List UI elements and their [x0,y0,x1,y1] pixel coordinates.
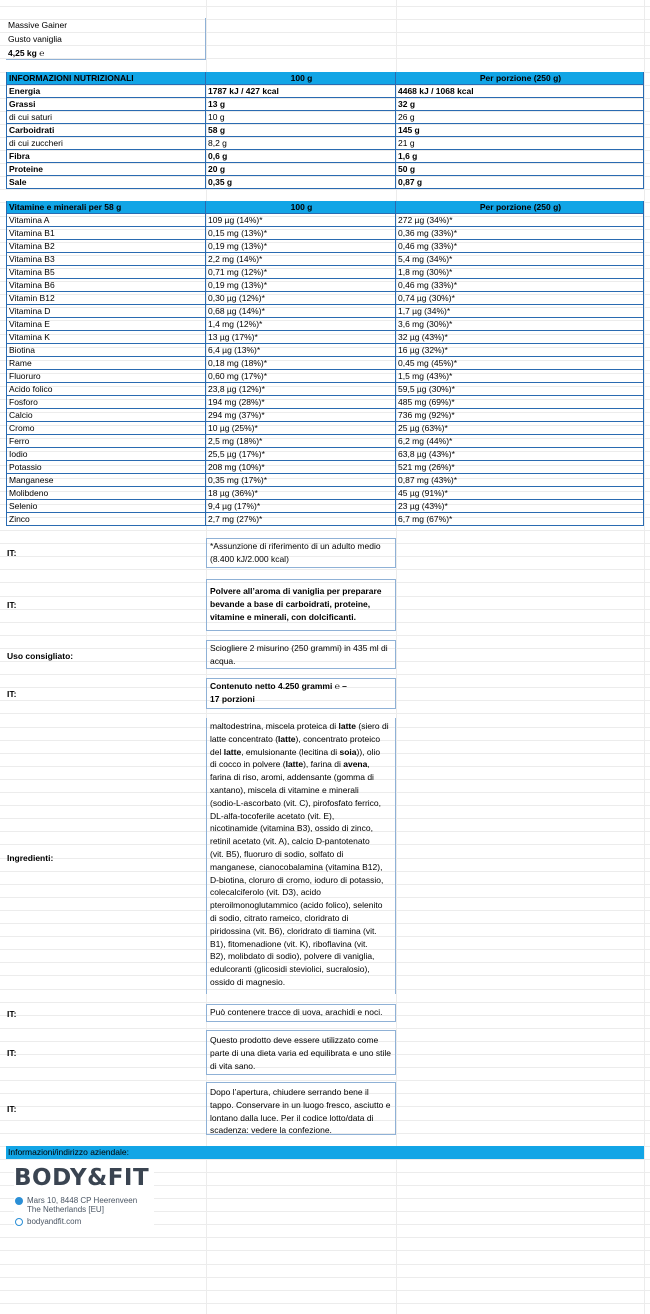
table-row [6,137,644,150]
vitamins-header-cell: Vitamine e minerali per 58 g [6,201,206,214]
grid-line [0,1237,650,1238]
table-row [6,124,644,137]
table-cell: 5,4 mg (34%)* [396,253,644,266]
address-line1: Mars 10, 8448 CP Heerenveen [27,1196,138,1205]
ingredients-line: D-biotina, cloruro di cromo, ioduro di potassio, [210,874,384,885]
grid-line [0,6,650,7]
grid-line [396,0,397,1314]
table-cell: 23,8 µg (12%)* [206,383,396,396]
table-cell: 0,6 g [206,150,396,163]
table-cell: 109 µg (14%)* [206,214,396,227]
table-cell: 0,68 µg (14%)* [206,305,396,318]
table-cell: 10 g [206,111,396,124]
table-cell: Grassi [6,98,206,111]
table-cell: Ferro [6,435,206,448]
table-cell: 0,87 g [396,176,644,189]
table-cell: 2,2 mg (14%)* [206,253,396,266]
table-cell: 9,4 µg (17%)* [206,500,396,513]
grid-line [0,1250,650,1251]
table-cell: 1,4 mg (12%)* [206,318,396,331]
company-logo-block [14,1162,154,1232]
table-cell: 0,19 mg (13%)* [206,240,396,253]
table-row [6,85,644,98]
table-cell: Vitamina B3 [6,253,206,266]
table-cell: 13 g [206,98,396,111]
table-cell: 1,5 mg (43%)* [396,370,644,383]
vitamins-header-cell: Per porzione (250 g) [396,201,644,214]
grid-line [0,1159,650,1160]
table-cell: 0,30 µg (12%)* [206,292,396,305]
table-cell: 6,7 mg (67%)* [396,513,644,526]
table-cell: 0,35 g [206,176,396,189]
table-cell: 32 µg (43%)* [396,331,644,344]
table-cell: di cui saturi [6,111,206,124]
table-cell: Fosforo [6,396,206,409]
ingredients-line: colecalciferolo (vit. D3), acido [210,887,322,898]
globe-icon [15,1218,23,1226]
product-description: Polvere all’aroma di vaniglia per preparare bevande a base di carboidrati, proteine, vitamine e minerali, con dolcificanti. [206,579,396,631]
usage-label: Uso consigliato: [7,651,74,661]
table-cell: 3,6 mg (30%)* [396,318,644,331]
table-cell: Energia [6,85,206,98]
table-row [6,253,644,266]
table-cell: Iodio [6,448,206,461]
table-cell: Vitamin B12 [6,292,206,305]
table-cell: 294 mg (37%)* [206,409,396,422]
table-cell: 63,8 µg (43%)* [396,448,644,461]
description-label: IT: [7,600,17,610]
table-row [6,292,644,305]
diet-label: IT: [7,1048,17,1058]
table-cell: 25 µg (63%)* [396,422,644,435]
table-cell: 485 mg (69%)* [396,396,644,409]
vitamins-header-row [6,201,644,214]
table-cell: 1,7 µg (34%)* [396,305,644,318]
nutrition-header-cell: Per porzione (250 g) [396,72,644,85]
grid-line [0,1080,650,1081]
table-cell: Vitamina E [6,318,206,331]
table-cell: Rame [6,357,206,370]
table-row [6,500,644,513]
address-line2: The Netherlands [EU] [27,1205,104,1214]
table-cell: Vitamina B5 [6,266,206,279]
table-cell: 0,74 µg (30%)* [396,292,644,305]
grid-line [0,1277,650,1278]
company-header: Informazioni/indirizzo aziendale: [6,1146,644,1159]
diet-text: Questo prodotto deve essere utilizzato come parte di una dieta varia ed equilibrata e uno stile di vita sano. [206,1030,396,1075]
grid-line [644,0,645,1314]
table-cell: 50 g [396,163,644,176]
table-row [6,448,644,461]
grid-line [0,1290,650,1291]
ingredients-line: xantano), miscela di vitamine e minerali [210,784,359,795]
ingredients-line: (sodio-L-ascorbato (vit. C), pirofosfato ferrico, [210,797,382,808]
table-cell: 0,60 mg (17%)* [206,370,396,383]
ingredients-line: ossido di magnesio. [210,976,286,987]
ingredients-line: farina di riso, aromi, addensante (gomma di [210,772,374,783]
table-cell: 0,87 mg (43%)* [396,474,644,487]
table-row [6,240,644,253]
table-row [6,357,644,370]
table-cell: 18 µg (36%)* [206,487,396,500]
table-cell: 23 µg (43%)* [396,500,644,513]
table-cell: Calcio [6,409,206,422]
table-row [6,305,644,318]
table-cell: 4468 kJ / 1068 kcal [396,85,644,98]
nutrition-header-cell: 100 g [206,72,396,85]
website-block [14,1217,154,1226]
table-cell: 521 mg (26%)* [396,461,644,474]
grid-line [0,1028,650,1029]
ingredients-line: pteroilmonoglutammico (acido folico), selenito [210,900,383,911]
ingredients-text [206,718,396,994]
table-cell: 6,2 mg (44%)* [396,435,644,448]
table-row [6,331,644,344]
ingredients-line: piridossina (vit. B6), cloridrato di tiamina (vit. [210,925,377,936]
product-weight: 4,25 kg ℮ [6,46,206,60]
table-cell: Molibdeno [6,487,206,500]
ingredients-line: (vit. B5), fluoruro di sodio, solfato di [210,848,344,859]
table-cell: 0,18 mg (18%)* [206,357,396,370]
table-cell: 32 g [396,98,644,111]
grid-line [0,1264,650,1265]
table-cell: 13 µg (17%)* [206,331,396,344]
grid-line [0,1002,650,1003]
table-cell: Proteine [6,163,206,176]
table-cell: Vitamina B6 [6,279,206,292]
table-cell: 0,15 mg (13%)* [206,227,396,240]
brand-logo: BODY&FIT [14,1165,150,1191]
table-cell: Sale [6,176,206,189]
table-cell: 208 mg (10%)* [206,461,396,474]
ingredients-line: di cocco in polvere (latte), farina di avena, [210,759,370,770]
table-cell: 0,71 mg (12%)* [206,266,396,279]
table-cell: Fluoruro [6,370,206,383]
grid-line [0,189,650,190]
table-cell: Zinco [6,513,206,526]
ingredients-line: B2), molibdato di sodio), polvere di vaniglia, [210,951,375,962]
ingredients-line: DL-alfa-tocoferile acetato (vit. E), [210,810,335,821]
table-cell: 0,45 mg (45%)* [396,357,644,370]
table-row [6,344,644,357]
table-cell: Vitamina A [6,214,206,227]
table-row [6,396,644,409]
table-cell: 21 g [396,137,644,150]
grid-line [0,635,650,636]
reference-label: IT: [7,548,17,558]
ingredients-line: di sodio, citrato rameico, cloridrato di [210,912,349,923]
table-row [6,422,644,435]
table-cell: 6,4 µg (13%)* [206,344,396,357]
table-cell: 145 g [396,124,644,137]
table-cell: Selenio [6,500,206,513]
allergens-label: IT: [7,1009,17,1019]
grid-line [0,569,650,570]
table-cell: Potassio [6,461,206,474]
reference-note: *Assunzione di riferimento di un adulto medio (8.400 kJ/2.000 kcal) [206,538,396,568]
table-cell: 272 µg (34%)* [396,214,644,227]
table-row [6,150,644,163]
table-row [6,409,644,422]
table-cell: di cui zuccheri [6,137,206,150]
table-row [6,513,644,526]
ingredients-line: edulcoranti (glicosidi steviolici, sucralosio), [210,964,370,975]
table-cell: 20 g [206,163,396,176]
ingredients-line: latte concentrato (latte), concentrato proteico [210,733,381,744]
location-pin-icon [15,1197,23,1205]
table-row [6,214,644,227]
table-row [6,461,644,474]
nutrition-header-row [6,72,644,85]
table-cell: 194 mg (28%)* [206,396,396,409]
table-cell: 1787 kJ / 427 kcal [206,85,396,98]
table-cell: 16 µg (32%)* [396,344,644,357]
table-row [6,435,644,448]
table-cell: 0,19 mg (13%)* [206,279,396,292]
table-cell: Manganese [6,474,206,487]
content-label: IT: [7,689,17,699]
table-cell: Vitamina K [6,331,206,344]
table-row [6,176,644,189]
table-cell: 1,6 g [396,150,644,163]
table-cell: 10 µg (25%)* [206,422,396,435]
table-row [6,163,644,176]
table-cell: Fibra [6,150,206,163]
table-cell: Cromo [6,422,206,435]
table-cell: 736 mg (92%)* [396,409,644,422]
ingredients-line: B1), fitomenadione (vit. K), riboflavina (vit. [210,938,368,949]
table-row [6,227,644,240]
net-content-line1: Contenuto netto 4.250 grammi ℮ – [210,681,347,691]
ingredients-line: del latte, emulsionante (lecitina di soia)), olio [210,746,381,757]
storage-text: Dopo l’apertura, chiudere serrando bene il tappo. Conservare in un luogo fresco, asciutto e lontano dalla luce. Per il codice lotto/data di scadenza: vedere la confezione. [206,1082,396,1135]
address-block [14,1196,154,1214]
ingredients-line: manganese, cianocobalamina (vitamina B12), [210,861,383,872]
table-cell: 1,8 mg (30%)* [396,266,644,279]
net-content [206,678,396,709]
grid-line [0,713,650,714]
table-cell: 0,46 mg (33%)* [396,240,644,253]
table-row [6,98,644,111]
table-cell: Carboidrati [6,124,206,137]
grid-line [0,1303,650,1304]
table-cell: 26 g [396,111,644,124]
table-cell: 59,5 µg (30%)* [396,383,644,396]
table-cell: 2,5 mg (18%)* [206,435,396,448]
vitamins-header-cell: 100 g [206,201,396,214]
table-row [6,474,644,487]
table-row [6,266,644,279]
ingredients-line: retinil acetato (vit. A), calcio D-pantotenato [210,836,370,847]
allergens-text: Può contenere tracce di uova, arachidi e noci. [206,1004,396,1022]
product-name: Massive Gainer [6,18,206,32]
table-cell: 8,2 g [206,137,396,150]
ingredients-line: nicotinamide (vitamina B3), ossido di zinco, [210,823,373,834]
table-cell: 0,35 mg (17%)* [206,474,396,487]
product-flavor: Gusto vaniglia [6,32,206,46]
table-row [6,318,644,331]
net-content-line2: 17 porzioni [210,693,255,704]
table-cell: 0,36 mg (33%)* [396,227,644,240]
table-row [6,383,644,396]
table-cell: 0,46 mg (33%)* [396,279,644,292]
usage-text: Sciogliere 2 misurino (250 grammi) in 435 ml di acqua. [206,640,396,669]
storage-label: IT: [7,1104,17,1114]
table-cell: 2,7 mg (27%)* [206,513,396,526]
nutrition-header-cell: INFORMAZIONI NUTRIZIONALI [6,72,206,85]
ingredients-label: Ingredienti: [7,853,54,863]
table-cell: 25,5 µg (17%)* [206,448,396,461]
table-cell: Vitamina D [6,305,206,318]
table-cell: Acido folico [6,383,206,396]
grid-line [0,530,650,531]
table-row [6,370,644,383]
table-row [6,279,644,292]
grid-line [0,674,650,675]
table-row [6,111,644,124]
table-cell: 58 g [206,124,396,137]
table-cell: Vitamina B2 [6,240,206,253]
table-cell: 45 µg (91%)* [396,487,644,500]
website-link[interactable]: bodyandfit.com [27,1217,82,1226]
ingredients-line: maltodestrina, miscela proteica di latte (siero di [210,721,389,731]
table-cell: Biotina [6,344,206,357]
table-cell: Vitamina B1 [6,227,206,240]
table-row [6,487,644,500]
